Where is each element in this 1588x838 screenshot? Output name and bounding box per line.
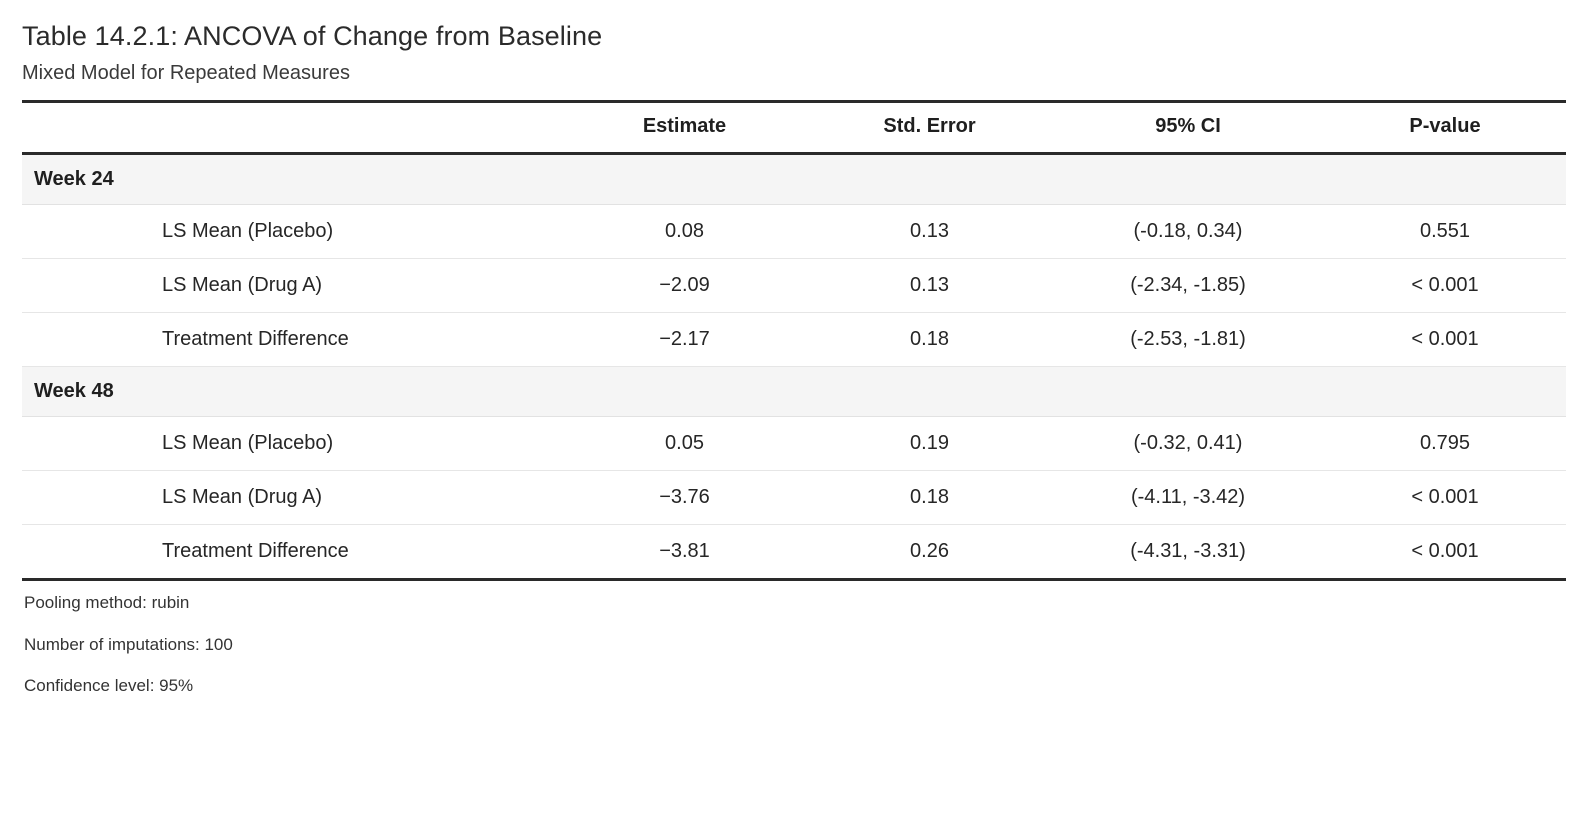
table-row	[22, 205, 1566, 259]
footnote-pooling-method: Pooling method: rubin	[24, 593, 190, 613]
column-header-estimate: Estimate	[562, 102, 807, 154]
cell-ci: (-2.53, -1.81)	[1052, 313, 1324, 367]
table-row	[22, 417, 1566, 471]
cell-estimate: −2.09	[562, 259, 807, 313]
cell-ci: (-4.31, -3.31)	[1052, 525, 1324, 580]
footnotes	[22, 593, 1566, 696]
group-header-row	[22, 154, 1566, 205]
cell-estimate: −3.81	[562, 525, 807, 580]
row-label: LS Mean (Drug A)	[22, 471, 562, 525]
page-title: Table 14.2.1: ANCOVA of Change from Baseline	[22, 21, 603, 51]
footnote-confidence-level: Confidence level: 95%	[24, 676, 194, 696]
row-label: LS Mean (Placebo)	[22, 205, 562, 259]
cell-std-error: 0.18	[807, 313, 1052, 367]
cell-std-error: 0.19	[807, 417, 1052, 471]
table-row	[22, 471, 1566, 525]
cell-ci: (-0.32, 0.41)	[1052, 417, 1324, 471]
group-label: Week 48	[22, 367, 1566, 417]
row-label: LS Mean (Drug A)	[22, 259, 562, 313]
group-label: Week 24	[22, 154, 1566, 205]
cell-pvalue: < 0.001	[1324, 525, 1566, 580]
cell-std-error: 0.26	[807, 525, 1052, 580]
group-header-row	[22, 367, 1566, 417]
cell-std-error: 0.13	[807, 259, 1052, 313]
table-row	[22, 313, 1566, 367]
footnote-number-of-imputations: Number of imputations: 100	[24, 634, 233, 654]
table-row	[22, 259, 1566, 313]
cell-ci: (-2.34, -1.85)	[1052, 259, 1324, 313]
cell-estimate: −3.76	[562, 471, 807, 525]
cell-estimate: 0.05	[562, 417, 807, 471]
cell-pvalue: < 0.001	[1324, 471, 1566, 525]
cell-pvalue: 0.551	[1324, 205, 1566, 259]
cell-std-error: 0.13	[807, 205, 1052, 259]
page-subtitle: Mixed Model for Repeated Measures	[22, 62, 350, 85]
cell-pvalue: 0.795	[1324, 417, 1566, 471]
cell-pvalue: < 0.001	[1324, 313, 1566, 367]
cell-ci: (-0.18, 0.34)	[1052, 205, 1324, 259]
column-header-std-error: Std. Error	[807, 102, 1052, 154]
table-body	[22, 154, 1566, 580]
row-label: Treatment Difference	[22, 525, 562, 580]
header-row	[22, 102, 1566, 154]
row-label: Treatment Difference	[22, 313, 562, 367]
column-header-pvalue: P-value	[1324, 102, 1566, 154]
cell-std-error: 0.18	[807, 471, 1052, 525]
cell-pvalue: < 0.001	[1324, 259, 1566, 313]
ancova-results-table	[22, 100, 1566, 581]
column-header-label	[22, 102, 562, 154]
cell-estimate: −2.17	[562, 313, 807, 367]
table-header	[22, 102, 1566, 154]
table-row	[22, 525, 1566, 580]
row-label: LS Mean (Placebo)	[22, 417, 562, 471]
cell-ci: (-4.11, -3.42)	[1052, 471, 1324, 525]
cell-estimate: 0.08	[562, 205, 807, 259]
column-header-ci: 95% CI	[1052, 102, 1324, 154]
